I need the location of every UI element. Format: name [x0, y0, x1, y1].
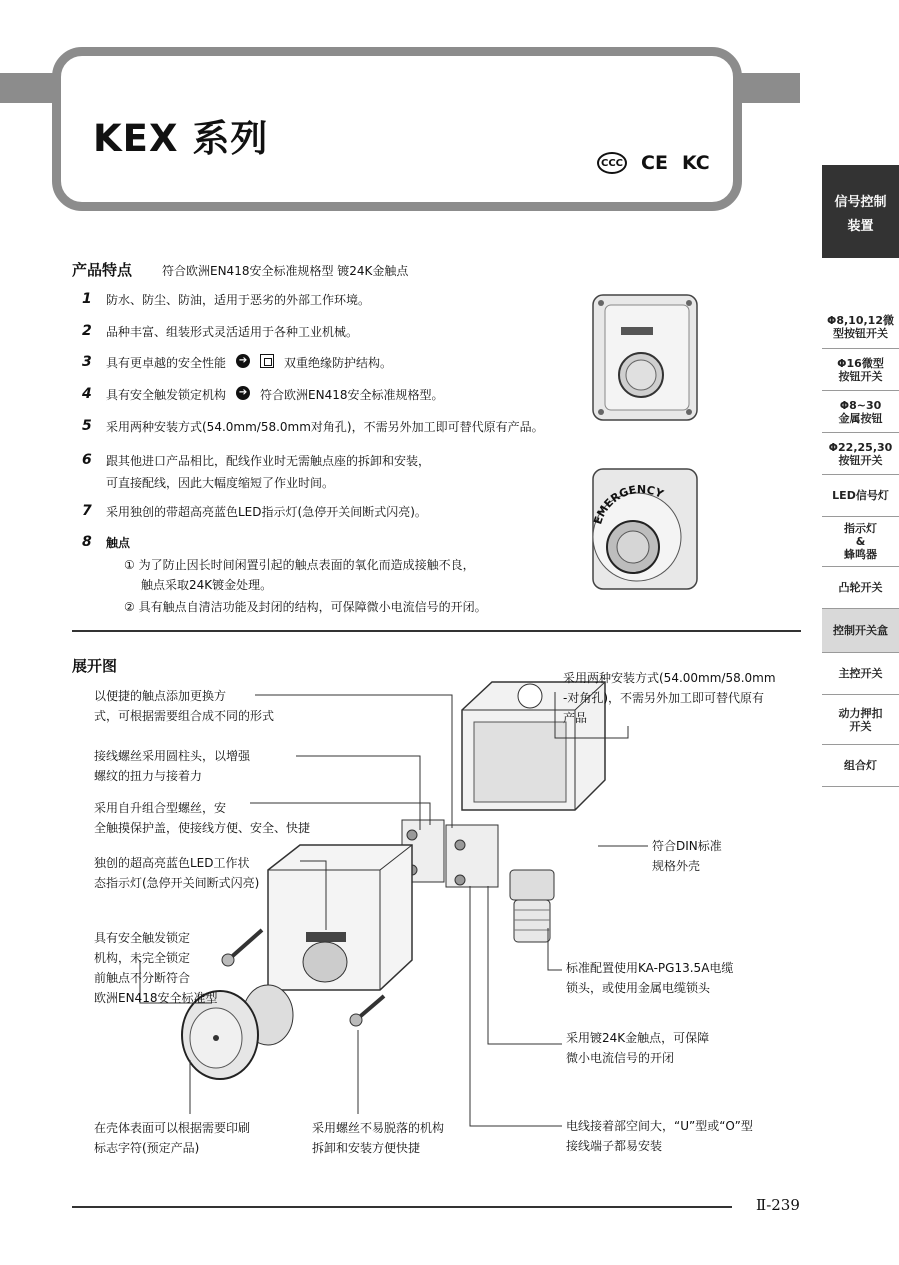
- feature-number: 5: [82, 418, 92, 434]
- feature-text: 跟其他进口产品相比，配线作业时无需触点座的拆卸和安装，: [106, 454, 431, 468]
- feature-number: 3: [82, 354, 92, 370]
- feature-number: 1: [82, 291, 92, 307]
- callout-line: 螺纹的扭力与接着力: [94, 769, 203, 783]
- pushbutton-box-photo: [585, 283, 705, 428]
- feature-text: 采用独创的带超高亮蓝色LED指示灯(急停开关间断式闪亮)。: [106, 505, 427, 519]
- callout-line: 符合DIN标准: [652, 839, 722, 853]
- sidebar-item-label: Φ16微型 按钮开关: [837, 356, 884, 383]
- callout-line: 接线端子都易安装: [566, 1139, 663, 1153]
- cert-marks: [597, 152, 710, 174]
- sidebar-item-label: 控制开关盒: [833, 624, 888, 637]
- feature-item: [82, 503, 427, 520]
- sidebar-active-line1: 信号控制: [834, 195, 887, 210]
- callout-line: 式，可根据需要组合成不同的形式: [94, 709, 275, 723]
- contact-note: 触点采取24K镀金处理。: [141, 578, 273, 592]
- sidebar-item-label: Φ22,25,30 按钮开关: [828, 440, 893, 467]
- callout-line: 以便捷的触点添加更换方: [94, 689, 227, 703]
- feature-text: 触点: [106, 536, 131, 550]
- callout-line: -对角孔)，不需另外加工即可替代原有: [563, 691, 765, 705]
- callout-contact-replace: [94, 686, 274, 726]
- feature-extra: 符合欧洲EN418安全标准规格型。: [260, 388, 444, 402]
- callout-led-indicator: [94, 853, 259, 893]
- sidebar-active-line2: 装置: [847, 219, 874, 234]
- callout-line: 微小电流信号的开闭: [566, 1051, 675, 1065]
- arrow-right-icon: ➔: [236, 386, 250, 400]
- feature-number: 6: [82, 452, 92, 468]
- feature-text-line2: 可直接配线，因此大幅度缩短了作业时间。: [106, 476, 335, 490]
- feature-number: 7: [82, 503, 92, 519]
- sidebar-item[interactable]: [822, 433, 899, 475]
- feature-number: 4: [82, 386, 92, 402]
- callout-printing: [94, 1118, 250, 1158]
- feature-extra: 双重绝缘防护结构。: [284, 356, 393, 370]
- feature-text: 品种丰富、组装形式灵活适用于各种工业机械。: [106, 325, 359, 339]
- sidebar-item-label: Φ8~30 金属按钮: [838, 398, 883, 425]
- sidebar-item[interactable]: [822, 305, 899, 349]
- double-insulation-icon: [260, 354, 274, 368]
- sidebar-item[interactable]: [822, 349, 899, 391]
- kc-cert-icon: KC: [681, 152, 710, 174]
- callout-gold-contact: [566, 1028, 709, 1068]
- callout-line: 具有安全触发锁定: [94, 931, 191, 945]
- sidebar-item-label: 凸轮开关: [838, 581, 883, 594]
- sidebar-item-label: 指示灯 & 蜂鸣器: [844, 522, 877, 561]
- feature-item: [82, 354, 392, 371]
- callout-line: 独创的超高亮蓝色LED工作状: [94, 856, 250, 870]
- contact-note: ① 为了防止因长时间闲置引起的触点表面的氧化而造成接触不良，: [124, 558, 475, 572]
- page-number: Ⅱ-239: [756, 1196, 800, 1214]
- contact-note: ② 具有触点自清洁功能及封闭的结构，可保障微小电流信号的开闭。: [124, 600, 487, 614]
- callout-line: 采用两种安装方式(54.00mm/58.0mm: [563, 671, 776, 685]
- contact-block-drawing: [402, 820, 498, 887]
- feature-item: [82, 452, 430, 469]
- callout-line: 标准配置使用KA-PG13.5A电缆: [566, 961, 734, 975]
- callout-line: 前触点不分断符合: [94, 971, 191, 985]
- sidebar-item[interactable]: [822, 391, 899, 433]
- sidebar-item[interactable]: [822, 609, 899, 653]
- features-subtitle: 符合欧洲EN418安全标准规格型 镀24K金触点: [162, 264, 409, 278]
- feature-text: 采用两种安装方式(54.0mm/58.0mm对角孔)，不需另外加工即可替代原有产品。: [106, 420, 544, 434]
- callout-line: 全触摸保护盖，使接线方便、安全、快捷: [94, 821, 311, 835]
- feature-item: [82, 323, 358, 340]
- callout-safety-lock: [94, 928, 217, 1008]
- feature-number: 8: [82, 534, 92, 550]
- sidebar-item[interactable]: [822, 475, 899, 517]
- ccc-cert-icon: CCC: [597, 152, 627, 174]
- callout-line: 采用螺丝不易脱落的机构: [312, 1121, 445, 1135]
- callout-captive-screw: [312, 1118, 444, 1158]
- callout-line: 锁头，或使用金属电缆锁头: [566, 981, 711, 995]
- callout-line: 拆卸和安装方便快捷: [312, 1141, 421, 1155]
- callout-line: 接线螺丝采用圆柱头，以增强: [94, 749, 251, 763]
- callout-line: 采用自升组合型螺丝，安: [94, 801, 227, 815]
- emergency-label: EMERGENCY: [591, 482, 666, 526]
- emergency-box-photo: [585, 455, 705, 600]
- sidebar-item-label: Φ8,10,12微 型按钮开关: [827, 313, 894, 340]
- feature-item: [82, 291, 370, 308]
- feature-number: 2: [82, 323, 92, 339]
- callout-line: 产品: [563, 711, 588, 725]
- sidebar-item-label: 主控开关: [838, 667, 883, 680]
- exploded-diagram: [0, 660, 899, 1160]
- callout-self-lift-screw: [94, 798, 310, 838]
- sidebar-active-section[interactable]: [822, 165, 899, 258]
- feature-text: 具有更卓越的安全性能: [106, 356, 227, 370]
- footer-rule: [72, 1206, 732, 1208]
- callout-line: 机构，未完全锁定: [94, 951, 191, 965]
- ce-cert-icon: CE: [641, 152, 668, 174]
- arrow-right-icon: ➔: [236, 354, 250, 368]
- features-heading: 产品特点: [72, 261, 133, 279]
- feature-item: [82, 386, 443, 403]
- exploded-heading: 展开图: [72, 657, 118, 675]
- sidebar-item-label: 组合灯: [844, 759, 877, 772]
- sidebar-item[interactable]: [822, 567, 899, 609]
- feature-text: 具有安全触发锁定机构: [106, 388, 227, 402]
- section-divider: [72, 630, 801, 632]
- callout-line: 态指示灯(急停开关间断式闪亮): [94, 876, 260, 890]
- callout-line: 欧洲EN418安全标准型: [94, 991, 218, 1005]
- sidebar-item[interactable]: [822, 517, 899, 567]
- callout-line: 采用镀24K金触点，可保障: [566, 1031, 710, 1045]
- callout-line: 标志字符(预定产品): [94, 1141, 200, 1155]
- callout-line: 在壳体表面可以根据需要印刷: [94, 1121, 251, 1135]
- feature-item: [82, 418, 544, 435]
- cable-gland-drawing: [510, 870, 554, 942]
- callout-mounting: [563, 668, 776, 728]
- feature-text: 防水、防尘、防油，适用于恶劣的外部工作环境。: [106, 293, 371, 307]
- page-title: KEX 系列: [93, 117, 269, 160]
- sidebar-item-label: 动力押扣 开关: [838, 706, 883, 733]
- callout-line: 规格外壳: [652, 859, 701, 873]
- callout-screw-head: [94, 746, 250, 786]
- callout-line: 电线接着部空间大，“U”型或“O”型: [566, 1119, 753, 1133]
- callout-din-housing: [652, 836, 722, 876]
- callout-cable-gland: [566, 958, 733, 998]
- callout-terminal-space: [566, 1116, 753, 1156]
- cover-drawing: [268, 845, 412, 990]
- sidebar-item-label: LED信号灯: [832, 489, 889, 502]
- feature-item: [82, 534, 130, 551]
